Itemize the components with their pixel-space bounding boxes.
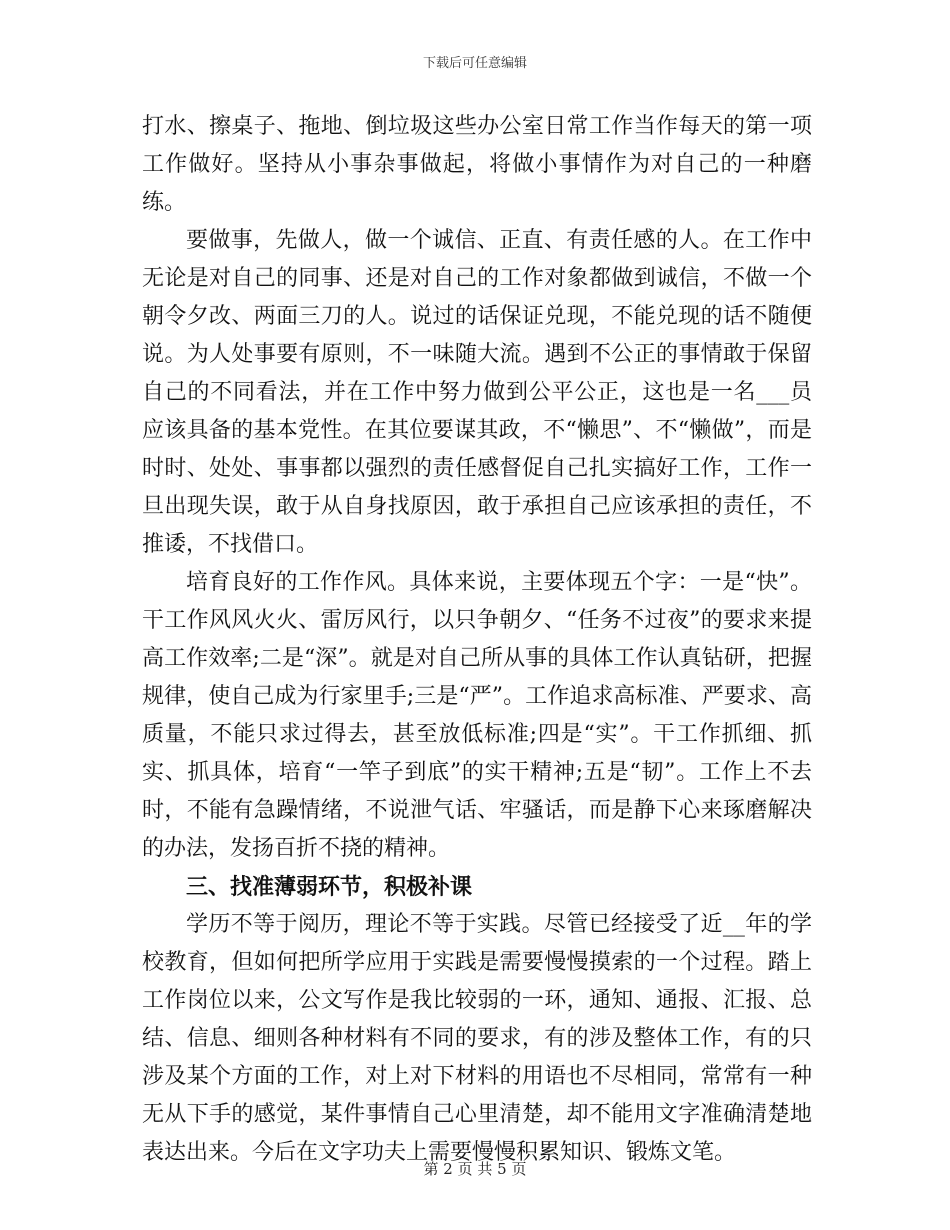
- page-number: 第 2 页 共 5 页: [423, 1160, 527, 1178]
- paragraph-weakness: 学历不等于阅历，理论不等于实践。尽管已经接受了近__年的学校教育，但如何把所学应用于实践是需要慢慢摸索的一个过程。踏上工作岗位以来，公文写作是我比较弱的一环，通知、通报、汇报、总结、信息、细则各种材料有不同的要求，有的涉及整体工作，有的只涉及某个方面的工作，对上对下材料的用语也不尽相同，常常有一种无从下手的感觉，某件事情自己心里清楚，却不能用文字准确清楚地表达出来。今后在文字功夫上需要慢慢积累知识、锻炼文笔。: [142, 912, 812, 1165]
- paragraph-integrity: 要做事，先做人，做一个诚信、正直、有责任感的人。在工作中无论是对自己的同事、还是对自己的工作对象都做到诚信，不做一个朝令夕改、两面三刀的人。说过的话保证兑现，不能兑现的话不随便说。为人处事要有原则，不一味随大流。遇到不公正的事情敢于保留自己的不同看法，并在工作中努力做到公平公正，这也是一名___员应该具备的基本党性。在其位要谋其政，不“懒思”、不“懒做”，而是时时、处处、事事都以强烈的责任感督促自己扎实搞好工作，工作一旦出现失误，敢于从自身找原因，敢于承担自己应该承担的责任，不推诿，不找借口。: [142, 228, 812, 557]
- paragraph-continuation: 打水、擦桌子、拖地、倒垃圾这些办公室日常工作当作每天的第一项工作做好。坚持从小事杂事做起，将做小事情作为对自己的一种磨练。: [142, 114, 812, 215]
- page-header: 下载后可任意编辑: [422, 56, 527, 71]
- document-body: [142, 108, 812, 1172]
- section-heading: 三、找准薄弱环节，积极补课: [186, 874, 473, 900]
- paragraph-work-style: 培育良好的工作作风。具体来说，主要体现五个字：一是“快”。干工作风风火火、雷厉风行，以只争朝夕、“任务不过夜”的要求来提高工作效率;二是“深”。就是对自己所从事的具体工作认真钻研，把握规律，使自己成为行家里手;三是“严”。工作追求高标准、严要求、高质量，不能只求过得去，甚至放低标准;四是“实”。干工作抓细、抓实、抓具体，培育“一竿子到底”的实干精神;五是“韧”。工作上不去时，不能有急躁情绪，不说泄气话、牢骚话，而是静下心来琢磨解决的办法，发扬百折不挠的精神。: [142, 570, 812, 861]
